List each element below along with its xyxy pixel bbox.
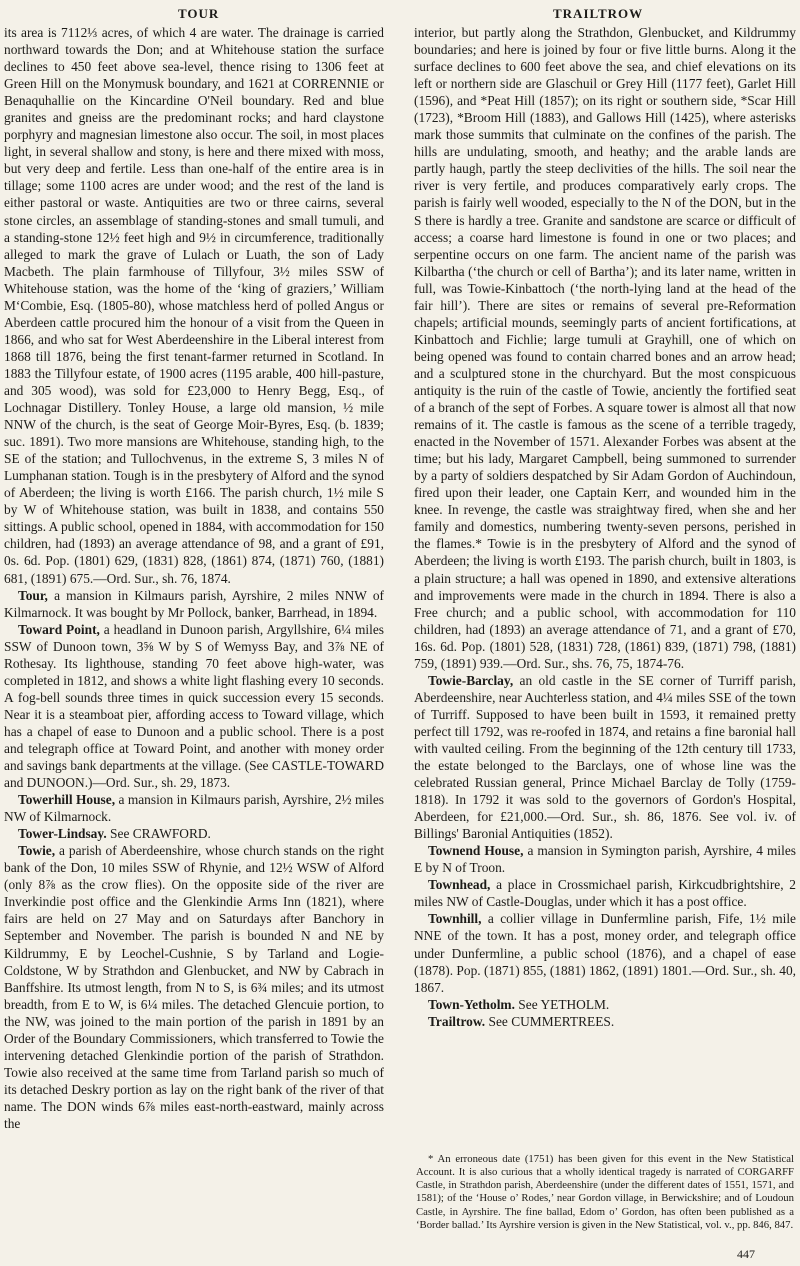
entry-townhill bbox=[414, 910, 796, 995]
entry-text: a collier village in Dunfermline parish, Fife, 1½ mile NNE of the town. It has a post, money order, and telegraph office under Dunfermline, a public school (1876), and a chapel of ease (1878). Pop. (1871) 855, (1881) 1862, (1891) 1801.—Ord. Sur., sh. 40, 1867. bbox=[414, 911, 796, 995]
entry-text: a mansion in Symington parish, Ayrshire, 4 miles E by N of Troon. bbox=[414, 843, 796, 876]
left-column bbox=[4, 24, 384, 1260]
running-head bbox=[0, 6, 800, 22]
entry-head: Town-Yetholm. bbox=[428, 996, 515, 1012]
entry-text: an old castle in the SE corner of Turriff parish, Aberdeenshire, near Auchterless station, and 4¼ miles SSE of the town of Turriff. Supposed to have been built in 1593, it remained pretty perfect till 1792, was re-roofed in 1874, and retains a fine baronial hall with vaulted ceiling. From the beginning of the 12th century till 1733, the estate belonged to the Barclays, one of whose line was the celebrated Russian general, Prince Michael Barclay de Tolly (1759-1818). In 1792 it was sold to the governors of Gordon's Hospital, Aberdeen, for £21,000.—Ord. Sur., sh. 86, 1876. See vol. iv. of Billings' Baronial Antiquities (1852). bbox=[414, 672, 796, 842]
entry-towerhill-house bbox=[4, 791, 384, 825]
entry-townhead bbox=[414, 876, 796, 910]
entry-trailtrow bbox=[414, 1013, 796, 1030]
entry-text: See CRAWFORD. bbox=[110, 826, 211, 842]
entry-text: a mansion in Kilmaurs parish, Ayrshire, 2½ miles NW of Kilmarnock. bbox=[4, 792, 384, 825]
entry-head: Towie-Barclay, bbox=[428, 672, 514, 688]
entry-head: Tour, bbox=[18, 587, 48, 603]
entry-town-yetholm bbox=[414, 996, 796, 1013]
entry-head: Tower-Lindsay. bbox=[18, 826, 107, 842]
entry-townend-house bbox=[414, 842, 796, 876]
running-head-left: TOUR bbox=[178, 6, 220, 21]
entry-text: See YETHOLM. bbox=[518, 996, 610, 1012]
entry-text: a parish of Aberdeenshire, whose church stands on the right bank of the Don, 10 miles SSW of Rhynie, and 12½ WSW of Alford (only 8⅞ as the crow flies). On the opposite side of the river are Inverkindie post office and the Glenkindie Arms Inn (1821), where fairs are held on 27 May and on Saturdays after Banchory in September and November. The parish is bounded N and NE by Kildrummy, E by Leochel-Cushnie, S by Tarland and Logie-Coldstone, W by Strathdon and Glenbucket, and NW by Cabrach in Banffshire. Its utmost length, from N to S, is 6¾ miles; and its utmost breadth, from E to W, is 6¼ miles. The detached Glencuie portion, to the NW, was joined to the main portion of the parish in 1891 by an Order of the Boundary Commissioners, which transferred to Towie the intervening detached Glenkindie portion of the parish of Strathdon. Towie also received at the same time from Tarland parish so much of its detached Deskry portion as lay on the right bank of the river of that name. The DON winds 6⅞ miles east-north-eastward, mainly across the bbox=[4, 843, 384, 1131]
entry-towie-barclay bbox=[414, 672, 796, 842]
entry-head: Trailtrow. bbox=[428, 1013, 486, 1029]
entry-text: a place in Crossmichael parish, Kirkcudbrightshire, 2 miles NW of Castle-Douglas, under which it has a post office. bbox=[414, 877, 796, 910]
entry-head: Townhill, bbox=[428, 911, 482, 927]
footnote: * An erroneous date (1751) has been given for this event in the New Statistical Account. It is also curious that a wholly identical tragedy is narrated of CORGARFF Castle, in Strathdon parish, Aberdeenshire (under the different dates of 1551, 1571, and 1581); of the ‘House o’ Rodes,’ near Gordon village, in Berwickshire; and of Loudoun Castle, in Ayrshire. The fine ballad, Edom o’ Gordon, has often been published as a ‘Border ballad.’ Its Ayrshire version is given in the New Statistical, vol. v., pp. 846, 847. bbox=[416, 1152, 794, 1231]
entry-head: Townend House, bbox=[428, 843, 524, 859]
entry-tower-lindsay bbox=[4, 825, 384, 842]
entry-tour bbox=[4, 587, 384, 621]
entry-head: Towie, bbox=[18, 843, 56, 859]
entry-text: See CUMMERTREES. bbox=[488, 1013, 615, 1029]
entry-continuation-towie: interior, but partly along the Strathdon, Glenbucket, and Kildrummy boundaries; and here is joined by four or five little burns. Along it the surface declines to 600 feet above the sea, and chief elevations on its left or northern side are Glaschuil or Grey Hill (1177 feet), Garlet Hill (1596), and *Peat Hill (1857); on its right or southern side, *Scar Hill (1723), *Broom Hill (1883), and Gallows Hill (1425), where asterisks mark those summits that culminate on the confines of the parish. The hills are undulating, smooth, and heathy; and the arable lands are partly haugh, partly the steep declivities of the hills. The soil near the river is very fertile, and produces comparatively early crops. The parish is fairly well wooded, especially to the N of the DON, but in the S there is hardly a tree. Granite and sandstone are scarce or difficult of access; a coarse hard limestone is found in one or two places; and serpentine occurs on one farm. The ancient name of the parish was Kilbartha (‘the church or cell of Bartha’); and its later name, written in full, was Towie-Kinbattoch (‘the north-lying land at the head of the fair hill’). There are sites or remains of several pre-Reformation chapels; artificial mounds, seemingly parts of ancient fortifications, at Kinbattoch and Fichlie; large tumuli at Grayhill, one of which on being opened was found to contain charred bones and an arrow head; and a sculptured stone in the churchyard. But the most conspicuous antiquity is the ruin of the castle of Towie, anciently the fortified seat of a branch of the sept of Forbes. A square tower is almost all that now remains of it. The castle is famous as the scene of a terrible tragedy, enacted in the November of 1571. Alexander Forbes was absent at the time; but his lady, Margaret Campbell, being summoned to surrender by a party of soldiers despatched by Sir Adam Gordon of Auchindoun, fired upon their leader, one Captain Kerr, and wounded him in the knee. In revenge, the castle was straightway fired, when she and her family and domestics, numbering twenty-seven persons, perished in the flames.* Towie is in the presbytery of Alford and the synod of Aberdeen; the living is worth £193. The parish church, built in 1803, is a plain structure; a hall was opened in 1890, and extensive alterations and improvements were made in the church in 1894. There is also a Free church; and a public school, with accommodation for 110 children, had (1893) an average attendance of 71, and a grant of £70, 16s. 6d. Pop. (1801) 528, (1831) 728, (1861) 839, (1871) 798, (1881) 759, (1891) 939.—Ord. Sur., shs. 76, 75, 1874-76. bbox=[414, 25, 796, 671]
right-column bbox=[414, 24, 796, 1260]
entry-towie bbox=[4, 842, 384, 1132]
entry-toward-point bbox=[4, 621, 384, 791]
entry-head: Townhead, bbox=[428, 877, 491, 893]
entry-continuation-tough: its area is 7112⅓ acres, of which 4 are water. The drainage is carried northward towards the Don; and at Whitehouse station the surface declines to 450 feet above sea-level, thence rising to 1306 feet at Green Hill on the Monymusk boundary, and 1621 at CORRENNIE or Benaquhallie on the Kincardine O'Neil boundary. Red and blue granites and gneiss are the predominant rocks; and hard claystone porphyry and magnesian limestone also occur. The soil, in most places light, in several shallow and stony, is here and there mixed with moss, but very deep and fertile. Less than one-half of the entire area is in tillage; some 1100 acres are under wood; and the rest of the land is either pastoral or waste. Antiquities are two or three cairns, several stone circles, an assemblage of standing-stones and small tumuli, and a standing-stone 12½ feet high and 9½ in circumference, traditionally alleged to mark the grave of Lulach or Luath, the son of Lady Macbeth. The plain farmhouse of Tillyfour, 3½ miles SSW of Whitehouse station, was the home of the ‘king of graziers,’ William M‘Combie, Esq. (1805-80), whose matchless herd of polled Angus or Aberdeen cattle procured him the honour of a visit from the Queen in 1866, and who sat for West Aberdeenshire in the Liberal interest from 1868 till 1876, being the first tenant-farmer returned in Scotland. In 1883 the Tillyfour estate, of 1900 acres (1195 arable, 400 hill-pasture, and 305 wood), was sold for £23,000 to Henry Begg, Esq., of Lochnagar Distillery. Tonley House, a large old mansion, ½ mile NNW of the church, is the seat of George Moir-Byres, Esq. (b. 1839; suc. 1891). Two more mansions are Whitehouse, standing high, to the SE of the station; and Tullochvenus, in the extreme S, 3 miles N of Lumphanan station. Tough is in the presbytery of Alford and the synod of Aberdeen; the living is worth £166. The parish church, 1½ mile S by W of Whitehouse station, was built in 1838, and contains 550 sittings. A public school, opened in 1884, with accommodation for 150 children, had (1893) an average attendance of 98, and a grant of £91, 0s. 6d. Pop. (1801) 629, (1831) 828, (1861) 874, (1871) 760, (1881) 681, (1891) 675.—Ord. Sur., sh. 76, 1874. bbox=[4, 25, 384, 586]
entry-head: Towerhill House, bbox=[18, 792, 116, 808]
entry-text: a headland in Dunoon parish, Argyllshire, 6¼ miles SSW of Dunoon town, 3⅝ W by S of Wemyss Bay, and 3⅞ NE of Rothesay. Its lighthouse, standing 70 feet above high-water, was completed in 1812, and shows a white light flashing every 10 seconds. A fog-bell sounds three times in quick succession every 15 seconds. Near it is a steamboat pier, affording access to Toward village, which has a chapel of ease to Dunoon and a public school. There is a post and telegraph office at Toward Point, and another with money order and savings bank departments at the village. (See CASTLE-TOWARD and DUNOON.)—Ord. Sur., sh. 29, 1873. bbox=[4, 621, 384, 791]
running-head-right: TRAILTROW bbox=[553, 6, 644, 21]
entry-text: a mansion in Kilmaurs parish, Ayrshire, 2 miles NNW of Kilmarnock. It was bought by Mr Pollock, banker, Barrhead, in 1894. bbox=[4, 587, 384, 620]
page-number: 447 bbox=[737, 1247, 755, 1261]
entry-head: Toward Point, bbox=[18, 621, 100, 637]
